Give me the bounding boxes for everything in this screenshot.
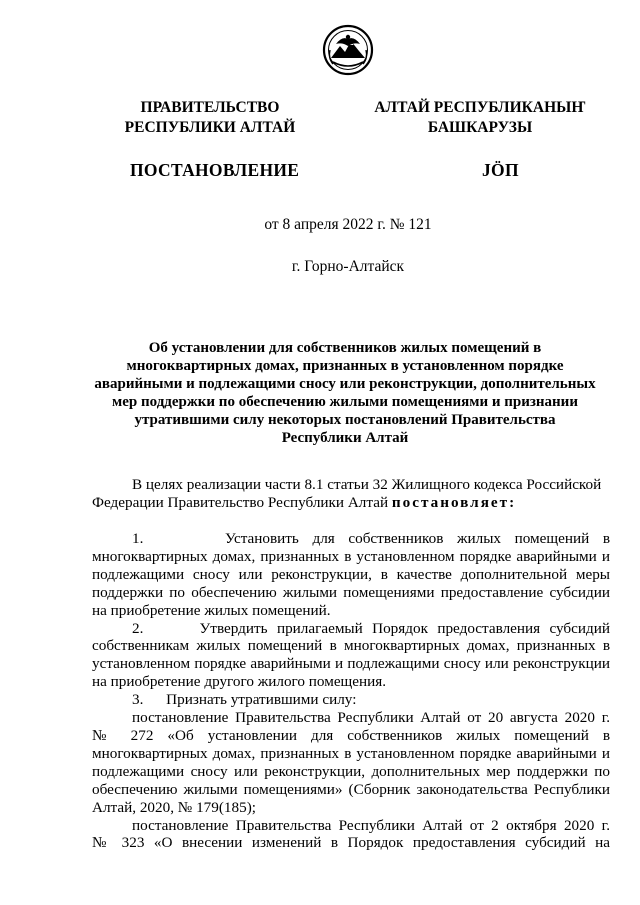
- doc-type-russian: ПОСТАНОВЛЕНИЕ: [130, 160, 300, 180]
- body-line: постановление Правительства Республики Алтай от 20 августа 2020 г.: [132, 709, 610, 727]
- body-line: на приобретение другого жилого помещения.: [92, 673, 387, 691]
- body-line: на приобретение жилых помещений.: [92, 601, 331, 619]
- government-name-altai: [370, 98, 590, 138]
- body-line: Алтай, 2020, № 179(185);: [92, 798, 256, 816]
- body-line: обеспечению жилыми помещениями» (Сборник законодательства Республики: [92, 780, 610, 798]
- title-line: многоквартирных домах, признанных в установленном порядке: [126, 358, 564, 374]
- body-line: многоквартирных домах, признанных в установленном порядке аварийными и: [92, 744, 610, 762]
- document-title: [80, 339, 610, 447]
- preamble-paragraph: [92, 476, 610, 512]
- title-line: мер поддержки по обеспечению жилыми помещениями и признании: [112, 394, 578, 410]
- body-line: 1. Установить для собственников жилых помещений в: [132, 530, 610, 547]
- body-line: подлежащими сносу или реконструкции, в качестве дополнительной меры: [92, 565, 610, 583]
- body-line: № 323 «О внесении изменений в Порядок предоставления субсидий на: [92, 834, 610, 852]
- decree-keyword: постановляет:: [391, 493, 517, 511]
- body-line: собственникам жилых помещений в многоквартирных домах, признанных в: [92, 637, 610, 655]
- doc-type-altai: JÖП: [482, 160, 519, 180]
- body-line: постановление Правительства Республики Алтай от 2 октября 2020 г.: [132, 816, 610, 834]
- header-right-line2: БАШКАРУЗЫ: [427, 119, 533, 136]
- title-line: Об установлении для собственников жилых помещений в: [148, 340, 542, 356]
- preamble-line: [92, 494, 610, 512]
- preamble-line: В целях реализации части 8.1 статьи 32 Жилищного кодекса Российской: [132, 476, 602, 493]
- title-line: аварийными и подлежащими сносу или реконструкции, дополнительных: [94, 376, 596, 392]
- decree-body: [92, 530, 610, 852]
- body-line: 2. Утвердить прилагаемый Порядок предоставления субсидий: [132, 619, 610, 637]
- document-date-number: от 8 апреля 2022 г. № 121: [264, 216, 432, 233]
- government-name-russian: [100, 98, 320, 138]
- header-right-line1: АЛТАЙ РЕСПУБЛИКАНЫҤ: [374, 99, 586, 116]
- preamble-text: Федерации Правительство Республики Алтай: [92, 493, 392, 511]
- body-line: 3. Признать утратившими силу:: [132, 691, 357, 709]
- body-line: поддержки по обеспечению жилыми помещениями предоставление субсидии: [92, 583, 610, 601]
- republic-altai-emblem-icon: [322, 24, 374, 76]
- document-city: г. Горно-Алтайск: [291, 258, 405, 275]
- body-line: № 272 «Об установлении для собственников жилых помещений в: [92, 726, 610, 744]
- body-line: установленном порядке аварийными и подлежащими сносу или реконструкции: [92, 655, 610, 673]
- header-left-line2: РЕСПУБЛИКИ АЛТАЙ: [124, 119, 296, 136]
- body-line: многоквартирных домах, признанных в установленном порядке аварийными и: [92, 547, 610, 565]
- title-line: утратившими силу некоторых постановлений Правительства: [134, 412, 556, 428]
- body-line: подлежащими сносу или реконструкции, дополнительных мер поддержки по: [92, 762, 610, 780]
- header-left-line1: ПРАВИТЕЛЬСТВО: [140, 99, 280, 116]
- title-line: Республики Алтай: [281, 430, 409, 446]
